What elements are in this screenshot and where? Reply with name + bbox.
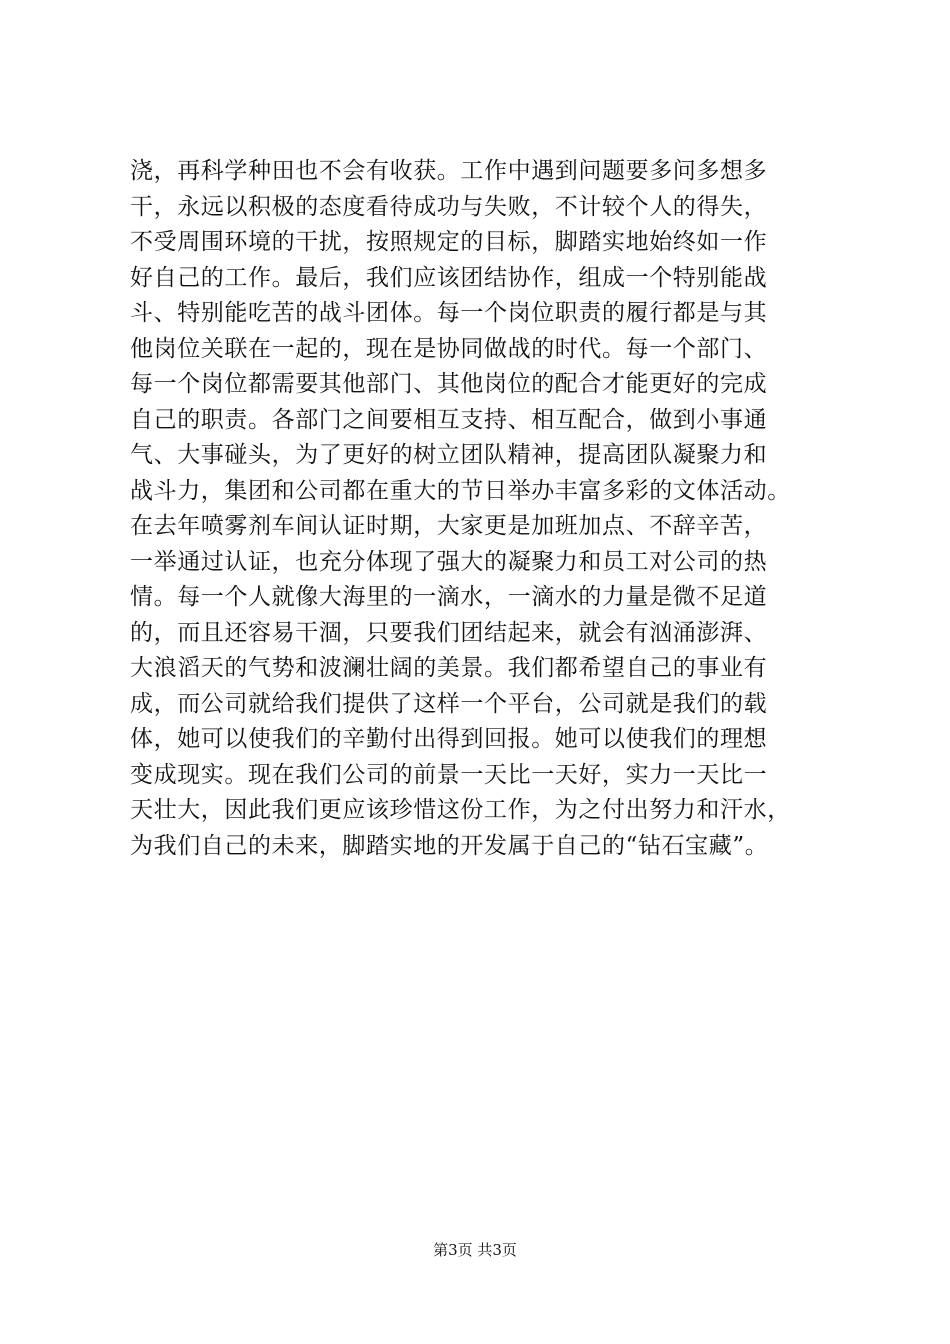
text-line: 一举通过认证，也充分体现了强大的凝聚力和员工对公司的热 (130, 548, 768, 575)
text-line: 气、大事碰头，为了更好的树立团队精神，提高团队凝聚力和 (130, 442, 768, 468)
text-line: 斗、特别能吃苦的战斗团体。每一个岗位职责的履行都是与其 (130, 300, 768, 326)
text-line: 成，而公司就给我们提供了这样一个平台，公司就是我们的载 (130, 690, 768, 717)
text-line: 浇，再科学种田也不会有收获。工作中遇到问题要多问多想多 (130, 158, 768, 184)
text-line: 不受周围环境的干扰，按照规定的目标，脚踏实地始终如一作 (130, 229, 768, 255)
text-line: 自己的职责。各部门之间要相互支持、相互配合，做到小事通 (130, 406, 768, 433)
page-number-label: 第3页 共3页 (433, 1241, 517, 1259)
text-line: 好自己的工作。最后，我们应该团结协作，组成一个特别能战 (130, 264, 768, 291)
text-line: 在去年喷雾剂车间认证时期，大家更是加班加点、不辞辛苦， (130, 513, 768, 539)
body-paragraph (130, 154, 850, 864)
text-line: 战斗力，集团和公司都在重大的节日举办丰富多彩的文体活动。 (130, 477, 791, 504)
text-line: 变成现实。现在我们公司的前景一天比一天好，实力一天比一 (130, 761, 768, 788)
text-line: 为我们自己的未来，脚踏实地的开发属于自己的“钻石宝藏”。 (130, 832, 769, 859)
text-line: 情。每一个人就像大海里的一滴水，一滴水的力量是微不足道 (130, 584, 768, 610)
text-line: 天壮大，因此我们更应该珍惜这份工作，为之付出努力和汗水， (130, 797, 791, 823)
text-line: 每一个岗位都需要其他部门、其他岗位的配合才能更好的完成 (130, 371, 768, 397)
text-line: 的，而且还容易干涸，只要我们团结起来，就会有汹涌澎湃、 (130, 619, 768, 646)
text-line: 干，永远以积极的态度看待成功与失败，不计较个人的得失， (130, 193, 768, 220)
text-line: 大浪滔天的气势和波澜壮阔的美景。我们都希望自己的事业有 (130, 655, 768, 681)
text-line: 他岗位关联在一起的，现在是协同做战的时代。每一个部门、 (130, 335, 768, 362)
text-line: 体，她可以使我们的辛勤付出得到回报。她可以使我们的理想 (130, 726, 768, 752)
page-footer (0, 1240, 950, 1260)
